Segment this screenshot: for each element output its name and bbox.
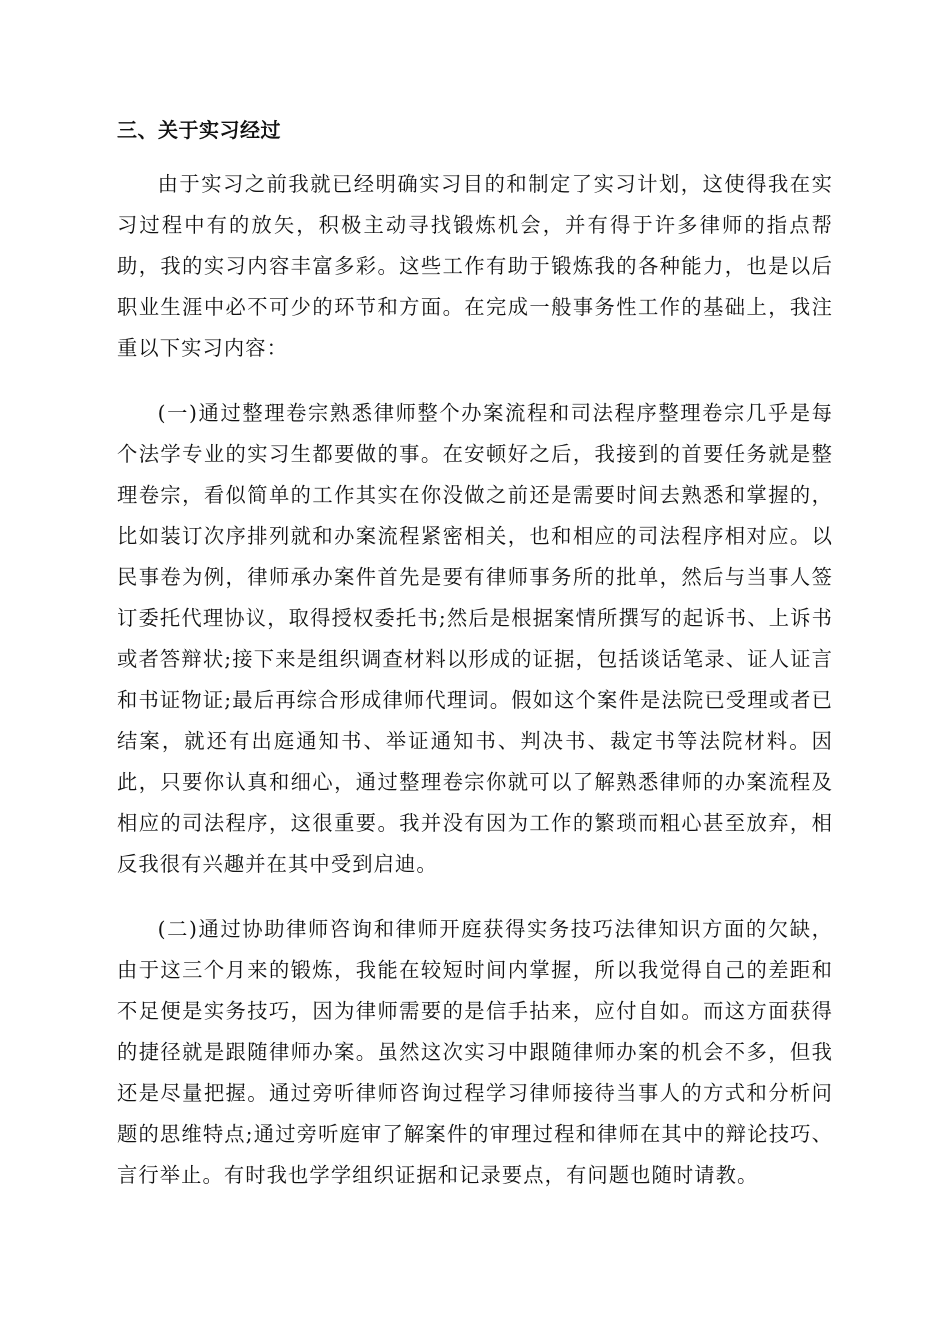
paragraph-intro: 由于实习之前我就已经明确实习目的和制定了实习计划，这使得我在实习过程中有的放矢，积极主动寻找锻炼机会，并有得于许多律师的指点帮助，我的实习内容丰富多彩。这些工作有助于锻炼我的各种能力，也是以后职业生涯中必不可少的环节和方面。在完成一般事务性工作的基础上，我注重以下实习内容： bbox=[117, 172, 833, 360]
paragraph-item-2: (二)通过协助律师咨询和律师开庭获得实务技巧法律知识方面的欠缺，由于这三个月来的锻炼，我能在较短时间内掌握，所以我觉得自己的差距和不足便是实务技巧，因为律师需要的是信手拈来，应付自如。而这方面获得的捷径就是跟随律师办案。虽然这次实习中跟随律师办案的机会不多，但我还是尽量把握。通过旁听律师咨询过程学习律师接待当事人的方式和分析问题的思维特点;通过旁听庭审了解案件的审理过程和律师在其中的辩论技巧、言行举止。有时我也学学组织证据和记录要点，有问题也随时请教。 bbox=[117, 917, 833, 1187]
paragraph-item-1: (一)通过整理卷宗熟悉律师整个办案流程和司法程序整理卷宗几乎是每个法学专业的实习生都要做的事。在安顿好之后，我接到的首要任务就是整理卷宗，看似简单的工作其实在你没做之前还是需要时间去熟悉和掌握的，比如装订次序排列就和办案流程紧密相关，也和相应的司法程序相对应。以民事卷为例，律师承办案件首先是要有律师事务所的批单，然后与当事人签订委托代理协议，取得授权委托书;然后是根据案情所撰写的起诉书、上诉书或者答辩状;接下来是组织调查材料以形成的证据，包括谈话笔录、证人证言和书证物证;最后再综合形成律师代理词。假如这个案件是法院已受理或者已结案，就还有出庭通知书、举证通知书、判决书、裁定书等法院材料。因此，只要你认真和细心，通过整理卷宗你就可以了解熟悉律师的办案流程及相应的司法程序，这很重要。我并没有因为工作的繁琐而粗心甚至放弃，相反我很有兴趣并在其中受到启迪。 bbox=[117, 401, 833, 876]
document-body bbox=[117, 164, 833, 1220]
section-heading: 三、关于实习经过 bbox=[117, 118, 281, 142]
